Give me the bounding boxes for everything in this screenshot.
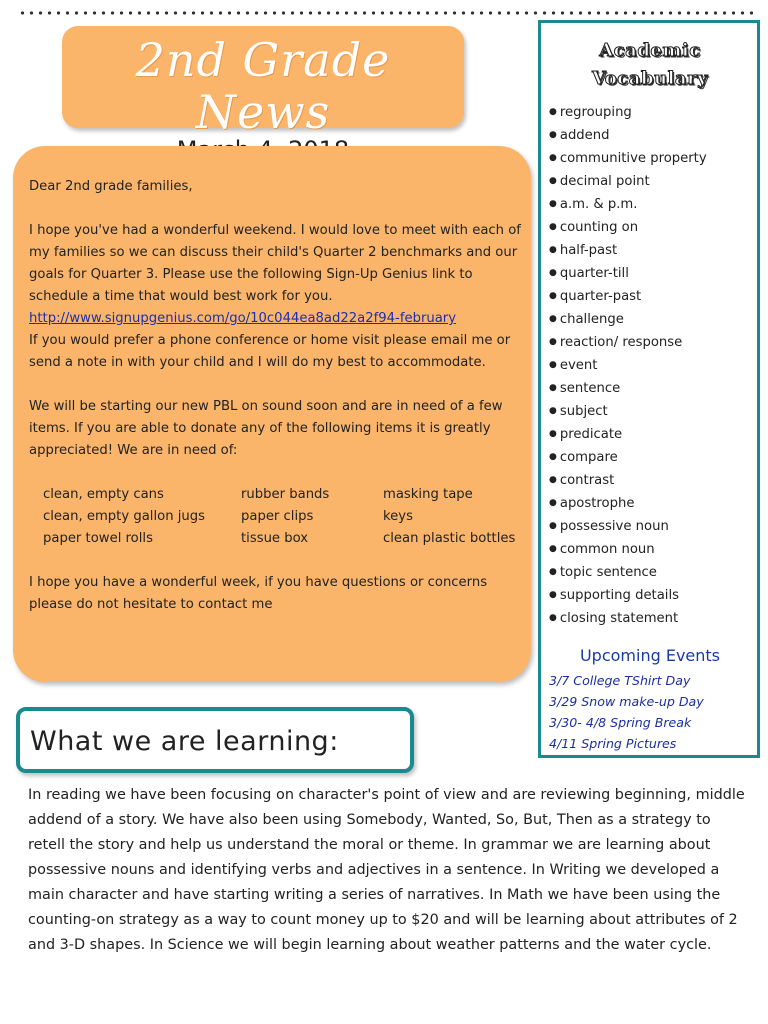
learning-summary: In reading we have been focusing on character's point of view and are reviewing beginning, middle addend of a story. We have also been using Somebody, Wanted, So, But, Then as a strategy to retell the story and help us understand the moral or theme. In grammar we are learning about possessive nouns and identifying verbs and adjectives in a sentence. In Writing we developed a main character and have starting writing a series of narratives. In Math we have been using the counting-on strategy as a way to count money up to $20 and will be learning about attributes of 2 and 3-D shapes. In Science we will begin learning about weather patterns and the water cycle. [28, 787, 745, 953]
vocabulary-list [549, 101, 751, 630]
vocabulary-term: ● quarter-till [549, 262, 751, 285]
needed-item: tissue box [241, 531, 309, 546]
event-item: 4/11 Spring Pictures [549, 736, 677, 751]
event-item: 3/30- 4/8 Spring Break [549, 715, 692, 730]
learning-heading: What we are learning: [30, 726, 339, 757]
title-banner [62, 26, 464, 139]
vocabulary-term: ● topic sentence [549, 561, 751, 584]
vocabulary-term: ● communitive property [549, 147, 751, 170]
needed-item: clean plastic bottles [383, 531, 516, 546]
vocabulary-term: ● contrast [549, 469, 751, 492]
vocabulary-term: ● decimal point [549, 170, 751, 193]
vocabulary-term: ● event [549, 354, 751, 377]
academic-vocabulary-panel [538, 20, 760, 758]
parent-letter [13, 146, 531, 682]
vocabulary-term: ● possessive noun [549, 515, 751, 538]
vocabulary-term: ● supporting details [549, 584, 751, 607]
vocabulary-term: ● challenge [549, 308, 751, 331]
vocabulary-term: ● apostrophe [549, 492, 751, 515]
needed-item: paper towel rolls [43, 531, 153, 546]
vocabulary-term: ● compare [549, 446, 751, 469]
letter-paragraph-pbl: We will be starting our new PBL on sound soon and are in need of a few items. If you are able to donate any of the following items it is greatly appreciated! We are in need of: [29, 399, 503, 458]
needed-item: keys [383, 509, 413, 524]
learning-heading-box [16, 707, 414, 773]
vocabulary-term: ● counting on [549, 216, 751, 239]
needed-item: clean, empty gallon jugs [43, 509, 206, 524]
vocabulary-term: ● regrouping [549, 101, 751, 124]
dotted-divider [18, 10, 758, 16]
vocabulary-term: ● reaction/ response [549, 331, 751, 354]
vocabulary-term: ● predicate [549, 423, 751, 446]
vocabulary-term: ● half-past [549, 239, 751, 262]
vocabulary-title-line1: Academic [599, 40, 701, 61]
vocabulary-title-line2: Vocabulary [591, 68, 709, 89]
vocabulary-term: ● addend [549, 124, 751, 147]
upcoming-events-title: Upcoming Events [579, 646, 721, 665]
letter-paragraph-conference: If you would prefer a phone conference or home visit please email me or send a note in with your child and I will do my best to accommodate. [29, 333, 511, 370]
needed-item: paper clips [241, 509, 314, 524]
signup-genius-link[interactable]: http://www.signupgenius.com/go/10c044ea8ad22a2f94-february [29, 311, 457, 326]
letter-paragraph-meetings: I hope you've had a wonderful weekend. I would love to meet with each of my families so we can discuss their child's Quarter 2 benchmarks and our goals for Quarter 3. Please use the following Sign-Up Genius link to schedule a time that would best work for you. [29, 223, 521, 304]
vocabulary-term: ● quarter-past [549, 285, 751, 308]
letter-closing: I hope you have a wonderful week, if you have questions or concerns please do not hesitate to contact me [29, 575, 488, 612]
upcoming-events-list [549, 670, 751, 754]
newsletter-title: 2nd Grade News [135, 33, 391, 139]
event-item: 3/29 Snow make-up Day [549, 694, 704, 709]
event-item: 3/7 College TShirt Day [549, 673, 691, 688]
vocabulary-term: ● subject [549, 400, 751, 423]
vocabulary-term: ● closing statement [549, 607, 751, 630]
needed-item: masking tape [383, 487, 473, 502]
needed-item: clean, empty cans [43, 487, 164, 502]
needed-items-list [29, 484, 521, 550]
vocabulary-term: ● a.m. & p.m. [549, 193, 751, 216]
letter-greeting: Dear 2nd grade families, [29, 179, 193, 194]
needed-item: rubber bands [241, 487, 330, 502]
vocabulary-term: ● common noun [549, 538, 751, 561]
vocabulary-term: ● sentence [549, 377, 751, 400]
